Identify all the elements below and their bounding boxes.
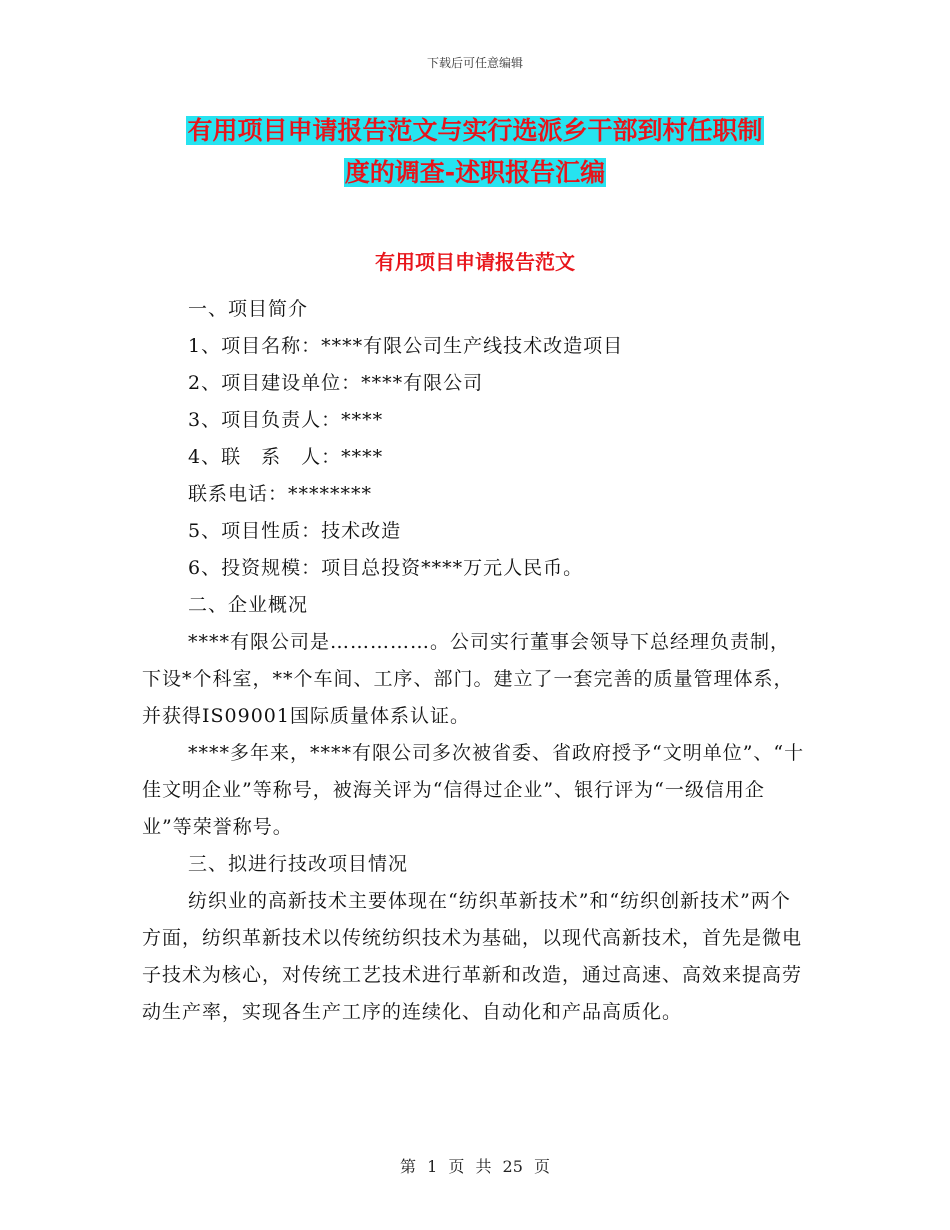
title-line-1: 有用项目申请报告范文与实行选派乡干部到村任职制 bbox=[187, 116, 763, 145]
project-nature-line: 5、项目性质：技术改造 bbox=[188, 520, 402, 542]
company-overview-paragraph: ****有限公司是……………。公司实行董事会领导下总经理负责制，下设*个科室，**个车间、工序、部门。建立了一套完善的质量管理体系，并获得IS09001国际质量体系认证。 bbox=[142, 631, 794, 727]
tech-project-paragraph: 纺织业的高新技术主要体现在“纺织革新技术”和“纺织创新技术”两个方面，纺织革新技术以传统纺织技术为基础，以现代高新技术，首先是微电子技术为核心，对传统工艺技术进行革新和改造，通过高速、高效来提高劳动生产率，实现各生产工序的连续化、自动化和产品高质化。 bbox=[142, 890, 803, 1023]
document-body bbox=[142, 291, 807, 1031]
header-note: 下载后可任意编辑 bbox=[426, 56, 523, 70]
company-honors-paragraph: ****多年来，****有限公司多次被省委、省政府授予“文明单位”、“十佳文明企业”等称号，被海关评为“信得过企业”、银行评为“一级信用企业”等荣誉称号。 bbox=[142, 742, 805, 838]
document-title bbox=[140, 110, 810, 194]
heading-company-overview: 二、企业概况 bbox=[188, 594, 309, 616]
project-leader-line: 3、项目负责人：**** bbox=[188, 409, 384, 431]
project-unit-line: 2、项目建设单位：****有限公司 bbox=[188, 372, 484, 394]
investment-scale-line: 6、投资规模：项目总投资****万元人民币。 bbox=[188, 557, 584, 579]
heading-tech-project: 三、拟进行技改项目情况 bbox=[188, 853, 409, 875]
heading-project-overview: 一、项目简介 bbox=[188, 298, 309, 320]
page-footer: 第 1 页 共 25 页 bbox=[400, 1157, 550, 1176]
section-title: 有用项目申请报告范文 bbox=[375, 250, 575, 274]
contact-person-line: 4、联 系 人：**** bbox=[188, 446, 384, 468]
project-name-line: 1、项目名称：****有限公司生产线技术改造项目 bbox=[188, 335, 624, 357]
title-line-2: 度的调查-述职报告汇编 bbox=[344, 158, 606, 187]
contact-phone-line: 联系电话：******** bbox=[188, 483, 373, 505]
